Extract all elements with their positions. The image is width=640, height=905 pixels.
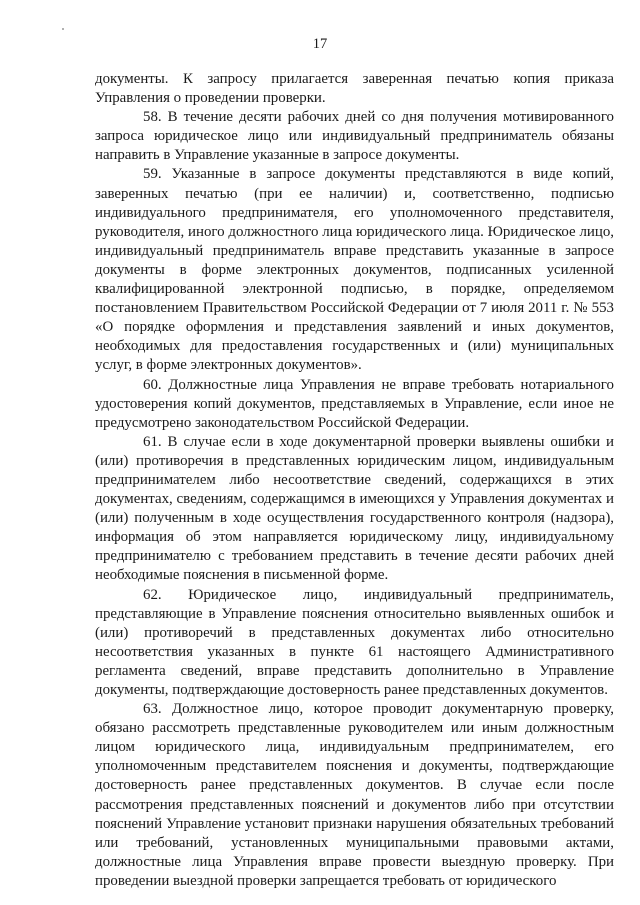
scan-speck xyxy=(62,28,64,30)
paragraph-item-61: 61. В случае если в ходе документарной проверки выявлены ошибки и (или) противоречия в представленных юридическим лицом, индивидуальным предпринимателем либо несоответствие сведений, содержащихся в этих документах, сведениям, содержащимся в имеющихся у Управления документах и (или) полученным в ходе осуществления государственного контроля (надзора), информация об этом направляется юридическому лицу, индивидуальному предпринимателю с требованием представить в течение десяти рабочих дней необходимые пояснения в письменной форме. xyxy=(95,433,614,584)
document-body xyxy=(95,70,614,891)
page-number: 17 xyxy=(312,36,328,52)
paragraph-item-62: 62. Юридическое лицо, индивидуальный предприниматель, представляющие в Управление пояснения относительно выявленных ошибок и (или) противоречий в представленных документах либо относительно несоответствия указанных в пункте 61 настоящего Административного регламента сведений, вправе представить дополнительно в Управление документы, подтверждающие достоверность ранее представленных документов. xyxy=(95,586,614,698)
paragraph-continuation: документы. К запросу прилагается заверенная печатью копия приказа Управления о проведении проверки. xyxy=(95,71,614,107)
paragraph-item-63: 63. Должностное лицо, которое проводит документарную проверку, обязано рассмотреть представленные руководителем или иным должностным лицом юридического лица, индивидуальным предпринимателем, его уполномоченным представителем пояснения и документы, подтверждающие достоверность ранее представленных документов. В случае если после рассмотрения представленных пояснений и документов либо при отсутствии пояснений Управление установит признаки нарушения обязательных требований или требований, установленных муниципальными правовыми актами, должностные лица Управления вправе провести выездную проверку. При проведении выездной проверки запрещается требовать от юридического xyxy=(95,701,614,889)
paragraph-item-60: 60. Должностные лица Управления не вправе требовать нотариального удостоверения копий документов, представляемых в Управление, если иное не предусмотрено законодательством Российской Федерации. xyxy=(95,376,614,431)
paragraph-item-59: 59. Указанные в запросе документы представляются в виде копий, заверенных печатью (при ее наличии) и, соответственно, подписью индивидуального предпринимателя, его уполномоченного представителя, руководителя, иного должностного лица юридического лица. Юридическое лицо, индивидуальный предприниматель вправе представить указанные в запросе документы в форме электронных документов, подписанных усиленной квалифицированной электронной подписью, в порядке, определяемом постановлением Правительством Российской Федерации от 7 июля 2011 г. № 553 «О порядке оформления и представления заявлений и иных документов, необходимых для предоставления государственных и (или) муниципальных услуг, в форме электронных документов». xyxy=(95,166,614,374)
paragraph-item-58: 58. В течение десяти рабочих дней со дня получения мотивированного запроса юридическое лицо или индивидуальный предприниматель обязаны направить в Управление указанные в запросе документы. xyxy=(95,109,614,164)
